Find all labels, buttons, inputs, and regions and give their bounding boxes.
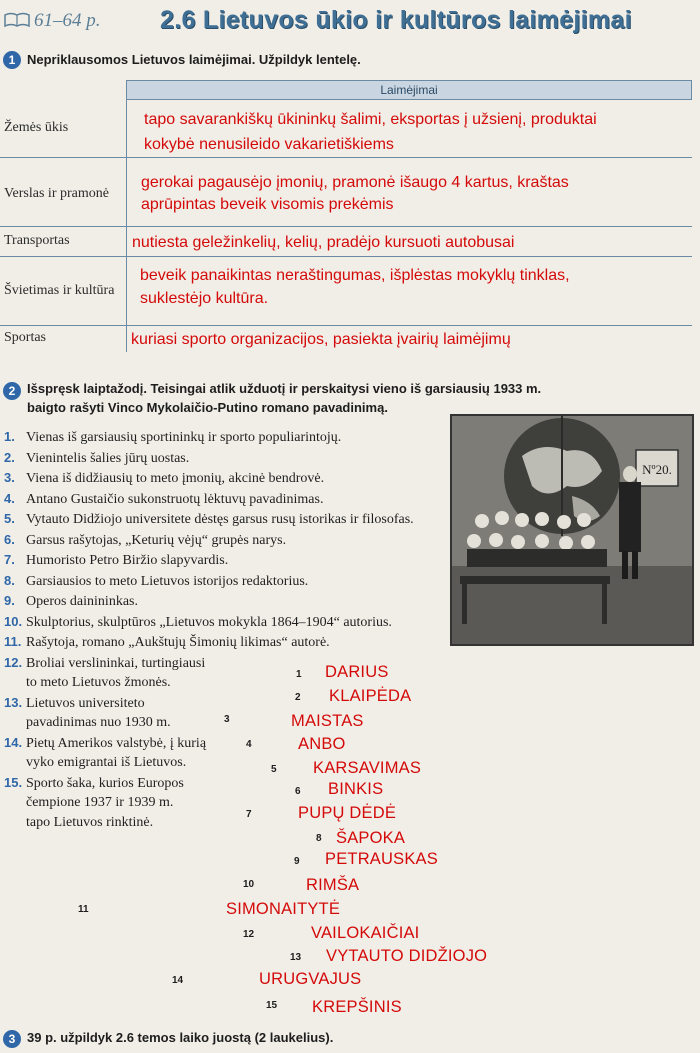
answer-word: PETRAUSKAS (325, 850, 438, 868)
answer-number: 9 (294, 856, 300, 867)
clue-item: 1. Vienas iš garsiausių sportininkų ir sporto populiarintojų. (4, 429, 342, 445)
answer-number: 5 (271, 764, 277, 775)
answer-word: SIMONAITYTĖ (226, 900, 341, 918)
answer-word: KREPŠINIS (312, 998, 402, 1016)
task1-number-badge: 1 (3, 51, 21, 69)
row-answer-line: suklestėjo kultūra. (140, 290, 269, 307)
row-label: Žemės ūkis (4, 120, 69, 135)
clue-item: 8. Garsiausios to meto Lietuvos istorijos redaktorius. (4, 572, 309, 589)
clue-item: 15. Sporto šaka, kurios Europos (4, 774, 184, 791)
answer-word: MAISTAS (291, 712, 364, 730)
clue-item: pavadinimas nuo 1930 m. (26, 715, 171, 730)
table-row (0, 227, 692, 257)
clue-item: 9. Operos dainininkas. (4, 593, 138, 609)
clue-item: 14. Pietų Amerikos valstybė, į kurią (4, 734, 207, 751)
row-answer-line: kuriasi sporto organizacijos, pasiekta įvairių laimėjimų (131, 331, 511, 348)
clue-item: čempione 1937 ir 1939 m. (26, 795, 174, 810)
clue-item: 5. Vytauto Didžiojo universitete dėstęs garsus rusų istorikas ir filosofas. (4, 511, 414, 527)
answer-number: 10 (243, 879, 255, 890)
answer-word: KARSAVIMAS (313, 759, 422, 777)
clue-item: 13. Lietuvos universiteto (4, 694, 145, 711)
answer-word: VAILOKAIČIAI (311, 924, 420, 942)
answer-word: PUPŲ DĖDĖ (298, 804, 397, 822)
task3-number-badge: 3 (3, 1030, 21, 1048)
answer-number: 3 (224, 714, 230, 725)
answer-word: ŠAPOKA (336, 829, 406, 847)
page-header (0, 0, 700, 44)
book-icon (4, 12, 30, 28)
photo-sign-label: Nº20. (642, 462, 672, 477)
answer-word: KLAIPĖDA (329, 687, 412, 705)
task1-instruction: Nepriklausomos Lietuvos laimėjimai. Užpildyk lentelę. (27, 52, 361, 67)
clue-item: tapo Lietuvos rinktinė. (26, 814, 154, 830)
clue-item: 2. Vienintelis šalies jūrų uostas. (4, 449, 190, 466)
answer-number: 11 (78, 904, 89, 915)
answer-word: URUGVAJUS (259, 970, 362, 988)
answer-number: 14 (172, 975, 184, 986)
task2-instruction-line1: Išspręsk laiptažodį. Teisingai atlik užduotį ir perskaitysi vieno iš garsiausių 1933 m. (27, 381, 542, 396)
row-answer-line: aprūpintas beveik visomis prekėmis (141, 196, 394, 213)
answer-number: 8 (316, 833, 322, 844)
row-answer-line: kokybė nenusileido vakarietiškiems (144, 136, 394, 153)
clue-item: 3. Viena iš didžiausių to meto įmonių, akcinė bendrovė. (4, 470, 325, 486)
answer-word: ANBO (298, 735, 346, 753)
answer-number: 6 (295, 786, 301, 797)
answer-word: RIMŠA (306, 876, 360, 894)
clue-item: 6. Garsus rašytojas, „Keturių vėjų“ grupės narys. (4, 531, 287, 548)
row-label: Transportas (4, 233, 70, 248)
classroom-photo-illustration (452, 416, 692, 644)
table-column-header: Laimėjimai (126, 80, 692, 100)
table-row (0, 100, 692, 158)
row-label: Verslas ir pramonė (4, 186, 109, 201)
answer-number: 15 (266, 1000, 278, 1011)
row-label: Švietimas ir kultūra (4, 283, 115, 298)
clue-item: 10. Skulptorius, skulptūros „Lietuvos mokykla 1864–1904“ autorius. (4, 613, 392, 630)
achievements-table (0, 80, 694, 350)
answer-number: 4 (246, 739, 252, 750)
clue-item: 11. Rašytoja, romano „Aukštujų Šimonių likimas“ autorė. (4, 634, 330, 650)
page-reference: 61–64 p. (34, 10, 101, 31)
row-label: Sportas (4, 330, 46, 345)
task2-number-badge: 2 (3, 382, 21, 400)
task3-instruction: 39 p. užpildyk 2.6 temos laiko juostą (2 laukelius). (27, 1030, 334, 1045)
answer-number: 13 (290, 952, 302, 963)
clue-item: to meto Lietuvos žmonės. (26, 675, 171, 690)
clue-item: 4. Antano Gustaičio sukonstruotų lėktuvų pavadinimas. (4, 490, 324, 507)
answer-word: DARIUS (325, 663, 389, 681)
row-answer-line: gerokai pagausėjo įmonių, pramonė išaugo 4 kartus, kraštas (141, 174, 569, 191)
answer-number: 7 (246, 809, 252, 820)
answer-number: 12 (243, 929, 255, 940)
answer-word: VYTAUTO DIDŽIOJO (326, 947, 488, 965)
row-answer-line: nutiesta geležinkelių, kelių, pradėjo kursuoti autobusai (132, 234, 515, 251)
answer-word: BINKIS (328, 780, 384, 798)
classroom-photo (450, 414, 694, 646)
answer-number: 1 (296, 669, 302, 680)
table-row (0, 257, 692, 326)
table-row (0, 158, 692, 227)
row-answer-line: beveik panaikintas neraštingumas, išplėstas mokyklų tinklas, (140, 267, 570, 284)
clue-item: 7. Humoristo Petro Biržio slapyvardis. (4, 552, 229, 568)
row-answer-line: tapo savarankiškų ūkininkų šalimi, eksportas į užsienį, produktai (144, 111, 597, 128)
clue-item: vyko emigrantai iš Lietuvos. (26, 755, 187, 770)
clue-item: 12. Broliai verslininkai, turtingiausi (4, 654, 206, 671)
task2-instruction-line2: baigto rašyti Vinco Mykolaičio-Putino romano pavadinimą. (27, 400, 388, 415)
page-title: 2.6 Lietuvos ūkio ir kultūros laimėjimai (160, 6, 632, 34)
answer-number: 2 (295, 692, 301, 703)
table-row (0, 326, 692, 352)
